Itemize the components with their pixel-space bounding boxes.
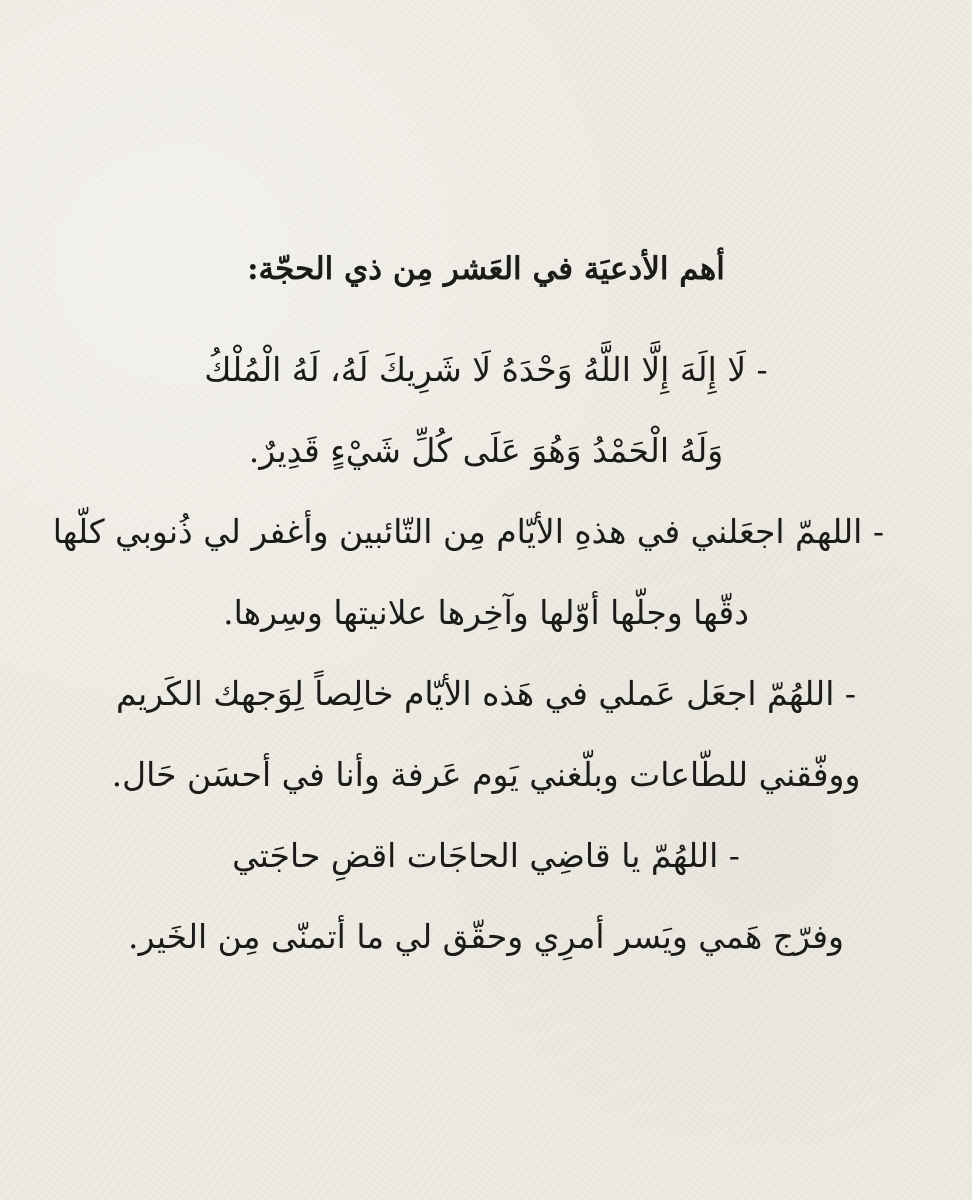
supplication-line-5: - اللهُمّ اجعَل عَملي في هَذه الأيّام خالِصاً لِوَجهك الكَريم [115,674,857,713]
supplication-line-7: - اللهُمّ يا قاضِي الحاجَات اقضِ حاجَتي [232,836,740,875]
supplication-line-4: دقّها وجلّها أوّلها وآخِرها علانيتها وسِرها. [223,593,749,632]
supplication-card [52,245,884,977]
supplication-line-1: - لَا إِلَهَ إِلَّا اللَّهُ وَحْدَهُ لَا شَرِيكَ لَهُ، لَهُ الْمُلْكُ [204,350,768,389]
supplication-line-8: وفرّج هَمي ويَسر أمرِي وحقّق لي ما أتمنّى مِن الخَير. [128,917,844,956]
supplication-list [52,329,884,977]
document-title: أهم الأدعيَة في العَشر مِن ذي الحجّة: [247,251,725,287]
supplication-line-2: وَلَهُ الْحَمْدُ وَهُوَ عَلَى كُلِّ شَيْءٍ قَدِيرٌ. [248,431,724,470]
supplication-line-3: - اللهمّ اجعَلني في هذهِ الأيّام مِن التّائبين وأغفر لي ذُنوبي كلّها [52,512,884,551]
supplication-line-6: ووفّقني للطّاعات وبلّغني يَوم عَرفة وأنا في أحسَن حَال. [111,755,861,794]
